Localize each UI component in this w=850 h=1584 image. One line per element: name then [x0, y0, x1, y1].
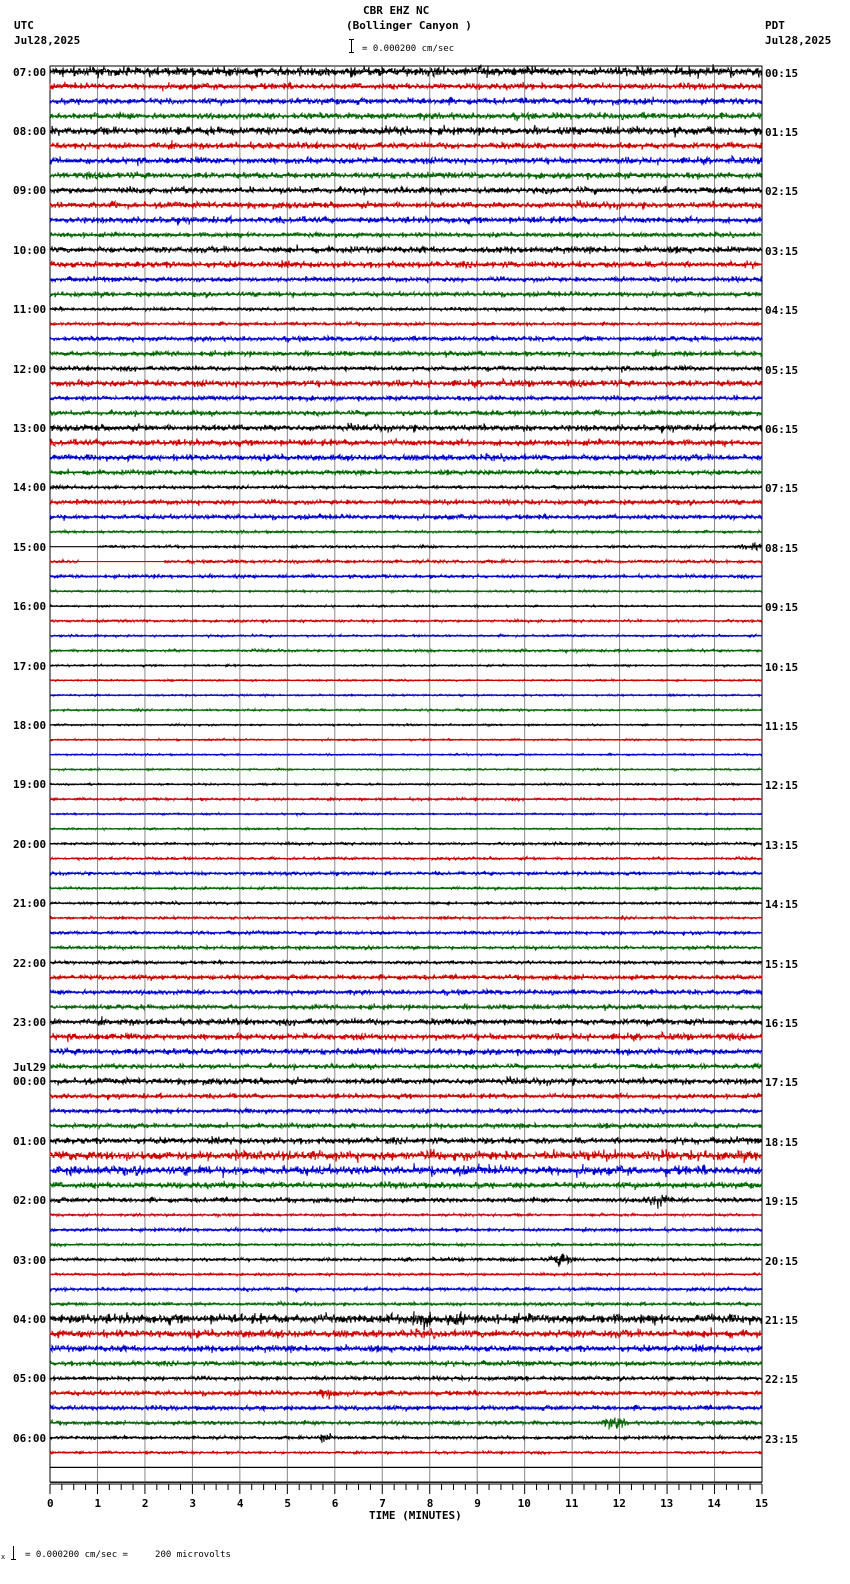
pdt-hour-label: 02:15: [765, 185, 799, 199]
seismic-trace: [50, 1253, 762, 1266]
pdt-hour-label: 13:15: [765, 838, 799, 852]
x-tick-label: 13: [660, 1497, 674, 1510]
pdt-hour-label: 11:15: [765, 719, 799, 733]
pdt-hour-label: 00:15: [765, 66, 799, 80]
utc-hour-label: 19:00: [13, 778, 47, 792]
seismic-trace: [50, 1273, 762, 1276]
seismic-trace: [50, 989, 762, 996]
seismic-trace: [50, 842, 762, 846]
x-tick-label: 8: [426, 1497, 434, 1510]
seismic-trace: [50, 605, 762, 607]
utc-hour-label: 22:00: [13, 956, 47, 970]
seismic-trace: [50, 901, 762, 905]
pdt-hour-label: 12:15: [765, 779, 799, 793]
utc-hour-label: 06:00: [13, 1431, 47, 1445]
pdt-hour-label: 18:15: [765, 1135, 799, 1149]
x-tick-label: 12: [612, 1497, 626, 1510]
seismic-trace: [50, 574, 762, 579]
seismic-trace: [50, 945, 762, 950]
pdt-hour-label: 21:15: [765, 1313, 799, 1327]
x-tick-label: 4: [236, 1497, 244, 1510]
utc-hour-label: 14:00: [13, 481, 47, 495]
scale-text: = 0.000200 cm/sec: [362, 44, 455, 54]
seismic-trace: [50, 1243, 762, 1247]
seismic-trace: [50, 1360, 762, 1367]
seismic-trace: [50, 1016, 762, 1026]
seismic-trace: [50, 1136, 762, 1145]
pdt-hour-label: 20:15: [765, 1254, 799, 1268]
utc-hour-label: 07:00: [13, 65, 47, 79]
seismic-trace: [50, 245, 762, 255]
seismic-trace: [50, 1181, 762, 1190]
seismic-trace: [50, 410, 762, 417]
seismic-trace: [50, 887, 762, 890]
seismic-trace: [50, 590, 762, 593]
pdt-hour-label: 22:15: [765, 1373, 799, 1387]
seismic-trace: [50, 140, 762, 150]
right-date: Jul28,2025: [765, 34, 832, 47]
utc-hour-label: 05:00: [13, 1372, 47, 1386]
x-tick-label: 1: [94, 1497, 102, 1510]
utc-hour-label: 21:00: [13, 897, 47, 911]
seismic-trace: [50, 1311, 762, 1330]
x-tick-label: 10: [517, 1497, 531, 1510]
utc-hour-label: 16:00: [13, 600, 47, 614]
utc-hour-label: 08:00: [13, 124, 47, 138]
pdt-hour-label: 10:15: [765, 660, 799, 674]
x-tick-label: 14: [707, 1497, 721, 1510]
x-axis-label: TIME (MINUTES): [369, 1509, 462, 1522]
utc-hour-label: 03:00: [13, 1253, 47, 1267]
footer-scale-bar-icon: [13, 1546, 14, 1560]
utc-hour-label: 23:00: [13, 1015, 47, 1029]
seismic-trace: [50, 438, 762, 447]
x-tick-label: 2: [141, 1497, 149, 1510]
seismic-trace: [50, 171, 762, 180]
pdt-hour-label: 06:15: [765, 422, 799, 436]
pdt-hour-label: 07:15: [765, 482, 799, 496]
pdt-hour-label: 15:15: [765, 957, 799, 971]
x-tick-label: 7: [379, 1497, 386, 1510]
seismic-trace: [50, 1287, 762, 1292]
pdt-hour-label: 01:15: [765, 125, 799, 139]
seismic-trace: [50, 1327, 762, 1338]
utc-hour-label: 17:00: [13, 659, 47, 673]
seismic-trace: [50, 485, 762, 490]
seismic-trace: [50, 709, 762, 712]
seismic-trace: [50, 1418, 762, 1430]
seismic-trace: [50, 828, 762, 830]
seismic-trace: [50, 530, 762, 533]
seismic-trace: [50, 724, 762, 726]
seismic-trace: [50, 379, 762, 388]
seismic-trace: [50, 307, 762, 312]
seismic-trace: [50, 1433, 762, 1443]
station-title: CBR EHZ NC: [363, 4, 430, 17]
seismic-trace: [50, 232, 762, 239]
pdt-hour-label: 16:15: [765, 1016, 799, 1030]
utc-hour-label: 11:00: [13, 303, 47, 317]
utc-hour-label: 02:00: [13, 1194, 47, 1208]
utc-date-change-label: Jul29: [13, 1061, 47, 1075]
x-tick-label: 6: [331, 1497, 339, 1510]
seismic-trace: [50, 634, 762, 637]
utc-hour-label: 00:00: [13, 1075, 47, 1089]
site-name: (Bollinger Canyon ): [346, 19, 472, 32]
seismic-trace: [50, 186, 762, 196]
x-tick-label: 0: [47, 1497, 54, 1510]
seismic-trace: [50, 1076, 762, 1086]
utc-hour-label: 09:00: [13, 184, 47, 198]
pdt-hour-label: 14:15: [765, 898, 799, 912]
seismic-trace: [50, 1227, 762, 1232]
pdt-hour-label: 17:15: [765, 1076, 799, 1090]
x-tick-label: 15: [755, 1497, 769, 1510]
seismic-trace: [50, 1302, 762, 1307]
utc-hour-label: 10:00: [13, 243, 47, 257]
utc-hour-label: 15:00: [13, 540, 47, 554]
seismic-trace: [50, 679, 762, 681]
seismic-trace: [50, 499, 762, 506]
footer-scale-bar-cap: [11, 1559, 16, 1560]
right-timezone: PDT: [765, 19, 785, 32]
x-tick-label: 11: [565, 1497, 579, 1510]
seismic-trace: [50, 871, 762, 876]
seismic-trace: [50, 783, 762, 785]
seismic-trace: [50, 1195, 762, 1209]
pdt-hour-label: 19:15: [765, 1195, 799, 1209]
pdt-hour-label: 08:15: [765, 541, 799, 555]
seismic-trace: [50, 649, 762, 653]
seismic-trace: [50, 336, 762, 343]
seismic-trace: [50, 156, 762, 166]
left-timezone: UTC: [14, 19, 34, 32]
utc-hour-label: 20:00: [13, 837, 47, 851]
seismic-trace: [50, 1376, 762, 1382]
seismic-trace: [50, 754, 762, 756]
pdt-hour-label: 05:15: [765, 363, 799, 377]
footer-marker: x: [1, 1553, 6, 1561]
seismic-trace: [50, 349, 762, 357]
seismic-trace: [50, 813, 762, 816]
utc-hour-label: 01:00: [13, 1134, 47, 1148]
seismic-trace: [50, 619, 762, 623]
seismic-trace: [50, 365, 762, 372]
utc-hour-label: 12:00: [13, 362, 47, 376]
seismic-trace: [50, 974, 762, 981]
left-date: Jul28,2025: [14, 34, 81, 47]
seismic-trace: [50, 200, 762, 210]
footer-scale-text: = 0.000200 cm/sec = 200 microvolts: [25, 1550, 231, 1560]
seismic-trace: [50, 513, 762, 521]
seismic-trace: [50, 1003, 762, 1011]
seismic-trace: [50, 395, 762, 402]
x-tick-label: 3: [189, 1497, 197, 1510]
seismic-trace: [50, 916, 762, 919]
seismic-trace: [50, 423, 762, 434]
seismic-trace: [50, 1390, 762, 1400]
x-tick-label: 5: [284, 1497, 291, 1510]
utc-hour-label: 18:00: [13, 718, 47, 732]
seismic-trace: [50, 1108, 762, 1115]
utc-hour-label: 13:00: [13, 421, 47, 435]
seismic-trace: [50, 664, 762, 666]
pdt-hour-label: 03:15: [765, 244, 799, 258]
seismic-trace: [50, 739, 762, 742]
seismic-trace: [50, 1032, 762, 1042]
seismic-trace: [50, 322, 762, 327]
seismic-trace: [50, 453, 762, 462]
seismic-trace: [50, 797, 762, 801]
seismic-trace: [50, 1122, 762, 1129]
seismic-trace: [50, 960, 762, 965]
seismic-trace: [50, 1093, 762, 1101]
x-tick-label: 9: [474, 1497, 481, 1510]
seismic-trace: [50, 768, 762, 770]
seismic-trace: [50, 931, 762, 936]
pdt-hour-label: 04:15: [765, 304, 799, 318]
seismic-trace: [50, 694, 762, 696]
seismic-trace: [50, 857, 762, 860]
pdt-hour-label: 23:15: [765, 1432, 799, 1446]
utc-hour-label: 04:00: [13, 1312, 47, 1326]
seismic-trace: [50, 276, 762, 283]
pdt-hour-label: 09:15: [765, 601, 799, 615]
seismic-trace: [50, 1063, 762, 1070]
